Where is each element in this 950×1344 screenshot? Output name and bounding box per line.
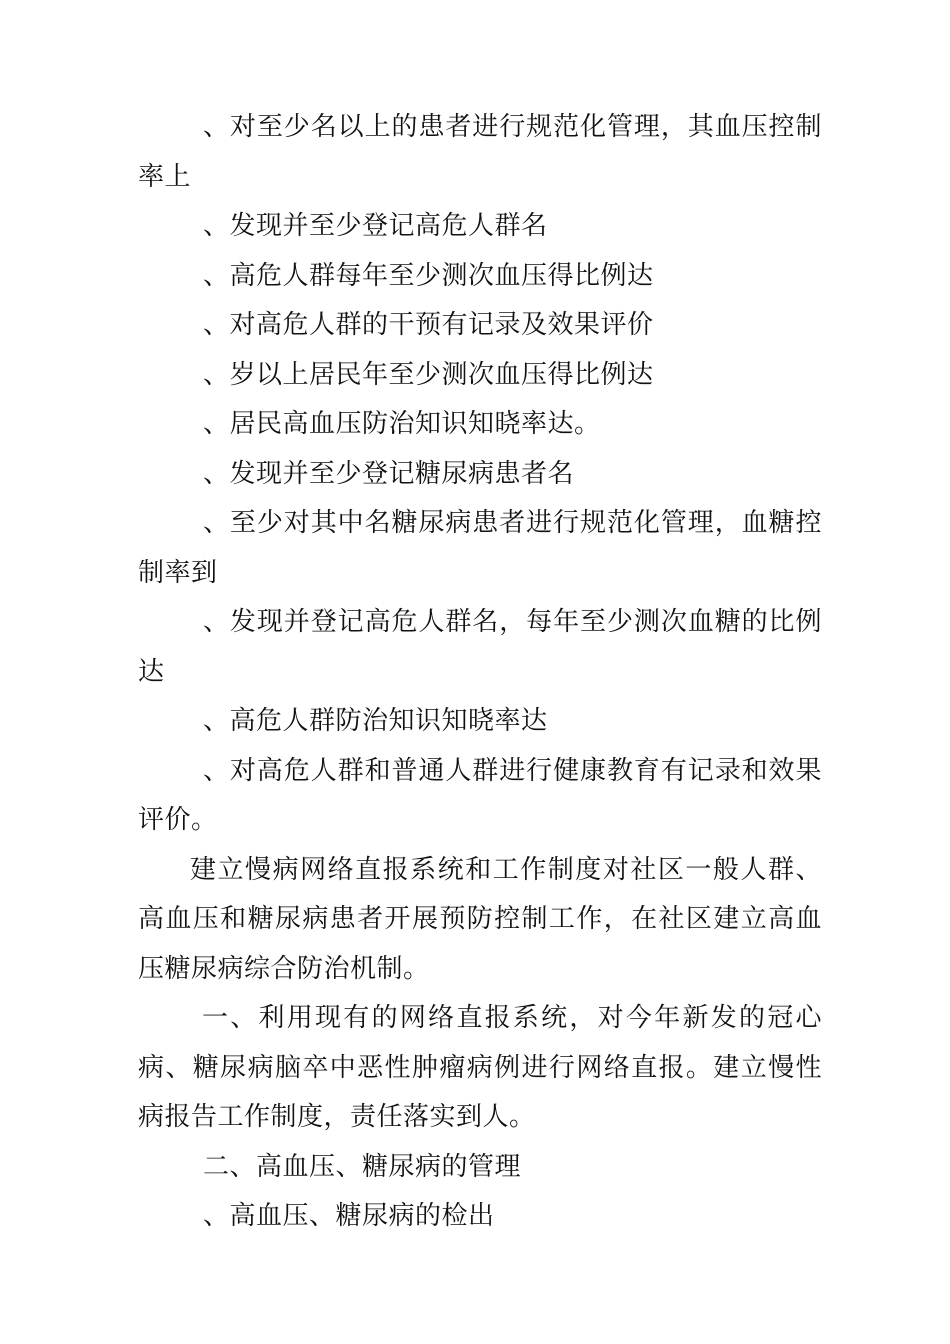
paragraph-resident-bp-test: 、岁以上居民年至少测次血压得比例达 [203,359,654,390]
paragraph-hypertension-awareness: 、居民高血压防治知识知晓率达。 [203,409,601,439]
paragraph-section-one: 一、利用现有的网络直报系统，对今年新发的冠心病、糖尿病脑卒中恶性肿瘤病例进行网络直报。建立慢性病报告工作制度，责任落实到人。 [138,1003,822,1132]
paragraph-health-education: 、对高危人群和普通人群进行健康教育有记录和效果评价。 [138,755,822,835]
paragraph-register-high-risk: 、发现并至少登记高危人群名 [203,211,548,241]
paragraph-blood-sugar-test: 、发现并登记高危人群名，每年至少测次血糖的比例达 [138,607,822,687]
paragraph-diabetes-management: 、至少对其中名糖尿病患者进行规范化管理，血糖控制率到 [138,508,822,588]
subsection-detection: 、高血压、糖尿病的检出 [203,1201,495,1231]
document-body [138,103,822,1242]
paragraph-intervention-record: 、对高危人群的干预有记录及效果评价 [203,310,654,340]
paragraph-bp-control-rate: 、对至少名以上的患者进行规范化管理，其血压控制率上 [138,112,822,192]
paragraph-register-diabetes: 、发现并至少登记糖尿病患者名 [203,458,575,489]
paragraph-high-risk-awareness: 、高危人群防治知识知晓率达 [203,706,548,736]
paragraph-reporting-system: 建立慢病网络直报系统和工作制度对社区一般人群、高血压和糖尿病患者开展预防控制工作，在社区建立高血压糖尿病综合防治机制。 [138,854,822,984]
paragraph-high-risk-bp-test: 、高危人群每年至少测次血压得比例达 [203,260,654,291]
section-heading-two: 二、高血压、糖尿病的管理 [203,1151,522,1182]
